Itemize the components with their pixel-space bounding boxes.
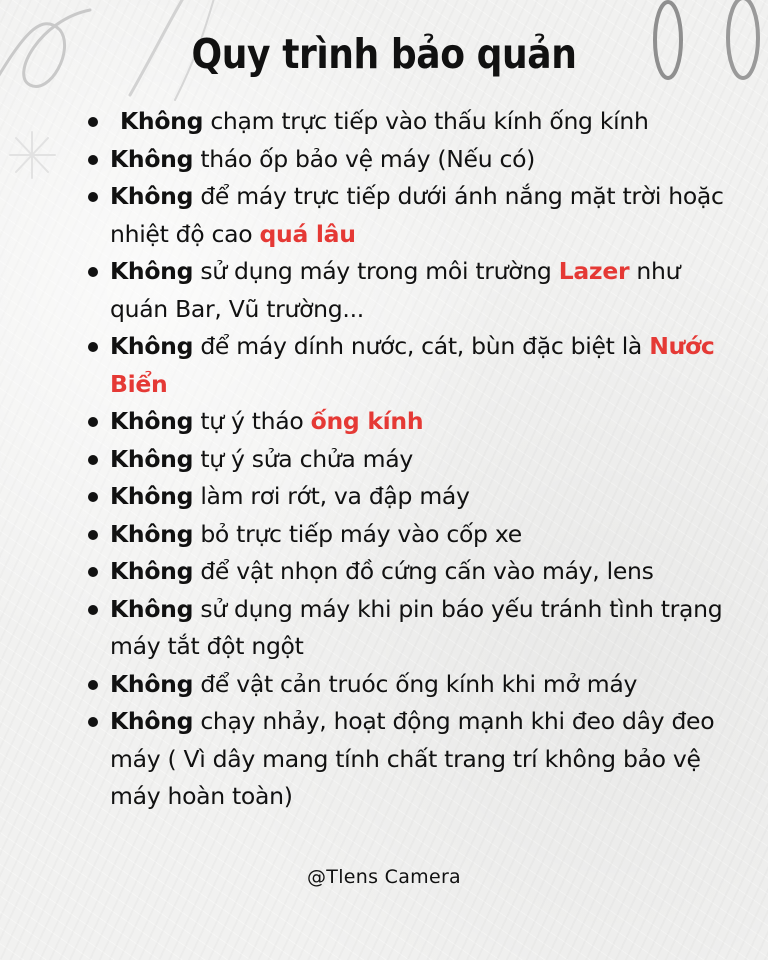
rule-keyword: Không (120, 107, 204, 135)
highlight-text: ống kính (310, 407, 424, 435)
bullet-icon (88, 567, 98, 577)
list-item (86, 141, 726, 179)
list-item (86, 591, 726, 666)
highlight-text: Nước Biển (110, 332, 715, 398)
page-title: Quy trình bảo quản (191, 30, 577, 78)
rule-text: tự ý sửa chửa máy (200, 444, 413, 473)
rule-keyword: Không (110, 594, 194, 623)
bullet-icon (88, 342, 98, 352)
list-item (86, 553, 726, 591)
rule-text: để vật nhọn đồ cứng cấn vào máy, lens (200, 557, 654, 585)
rule-keyword: Không (110, 144, 194, 173)
rule-text: chạm trực tiếp vào thấu kính ống kính (210, 107, 649, 135)
rule-text: tháo ốp bảo vệ máy (Nếu có) (200, 144, 536, 173)
rule-text: bỏ trực tiếp máy vào cốp xe (200, 519, 522, 548)
bullet-icon (88, 417, 98, 427)
decorative-sparkle-icon (0, 120, 60, 190)
rule-text: chạy nhảy, hoạt động mạnh khi đeo dây đeo máy ( Vì dây mang tính chất trang trí không bảo vệ máy hoàn toàn) (110, 707, 715, 810)
rule-text: tự ý tháo (200, 407, 304, 435)
rule-text: làm rơi rớt, va đập máy (200, 482, 470, 510)
rule-keyword: Không (110, 444, 194, 473)
rule-text: như quán Bar, Vũ trường... (110, 257, 681, 323)
list-item (86, 478, 726, 516)
highlight-text: Lazer (558, 257, 630, 285)
highlight-text: quá lâu (259, 219, 356, 248)
list-item (86, 328, 726, 403)
bullet-icon (88, 530, 98, 540)
rule-text: để vật cản truóc ống kính khi mở máy (200, 669, 638, 698)
list-item (86, 103, 726, 141)
rule-keyword: Không (110, 182, 194, 210)
rule-keyword: Không (110, 669, 194, 698)
bullet-icon (88, 492, 98, 502)
rule-text: sử dụng máy khi pin báo yếu tránh tình trạng máy tắt đột ngột (110, 594, 723, 660)
rule-keyword: Không (110, 407, 194, 435)
rule-text: để máy dính nước, cát, bùn đặc biệt là (200, 332, 643, 360)
rule-keyword: Không (110, 519, 194, 548)
rule-keyword: Không (110, 332, 194, 360)
list-item (86, 403, 726, 441)
bullet-icon (88, 192, 98, 202)
list-item (86, 253, 726, 328)
footer-credit: @Tlens Camera (306, 866, 462, 888)
bullet-icon (88, 680, 98, 690)
rule-keyword: Không (110, 557, 194, 585)
list-item (86, 703, 726, 816)
bullet-icon (88, 117, 98, 127)
bullet-icon (88, 717, 98, 727)
rule-text: để máy trực tiếp dưới ánh nắng mặt trời hoặc nhiệt độ cao (110, 182, 724, 248)
rule-text: sử dụng máy trong môi trường (200, 257, 552, 285)
rule-keyword: Không (110, 257, 194, 285)
bullet-icon (88, 455, 98, 465)
bullet-icon (88, 605, 98, 615)
care-rules-list (86, 103, 726, 816)
rule-keyword: Không (110, 707, 194, 735)
bullet-icon (88, 267, 98, 277)
bullet-icon (88, 155, 98, 165)
list-item (86, 441, 726, 479)
list-item (86, 178, 726, 253)
list-item (86, 666, 726, 704)
rule-keyword: Không (110, 482, 194, 510)
list-item (86, 516, 726, 554)
